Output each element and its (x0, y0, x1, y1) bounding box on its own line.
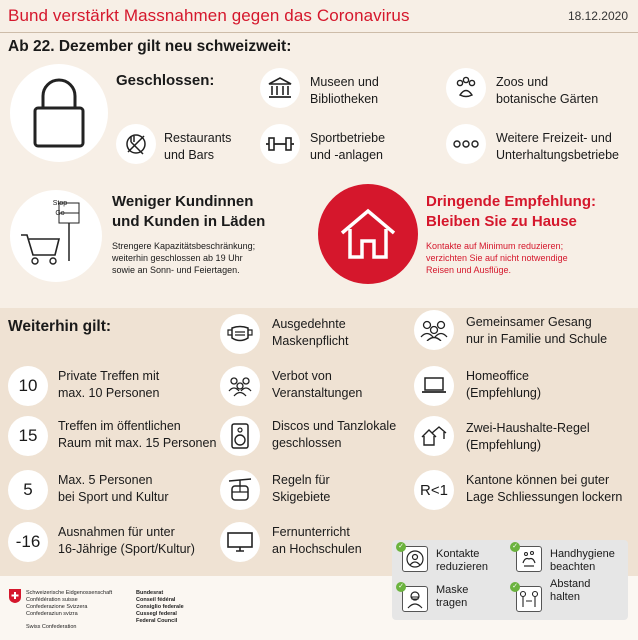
stay-home-title (426, 192, 596, 232)
rule-singing (466, 314, 607, 348)
council-en: Federal Council (136, 618, 178, 624)
rule-line2: beachten (550, 561, 596, 573)
confederation-names (26, 590, 112, 631)
council-de: Bundesrat (136, 590, 164, 596)
rule-private-meetings (58, 368, 159, 402)
laptop-icon (414, 366, 454, 406)
shops-description (112, 240, 255, 276)
choir-icon (414, 310, 454, 350)
rule-line1: Fernunterricht (272, 525, 350, 539)
shops-title-line2: und Kunden in Läden (112, 213, 266, 230)
sign-stop: Stop (52, 200, 68, 207)
closed-item-line2: und -anlagen (310, 148, 383, 162)
rule-line1: Abstand (550, 578, 591, 590)
padlock-icon (10, 64, 108, 162)
rule-line2: max. 10 Personen (58, 386, 160, 400)
reduce-contacts-icon (402, 546, 428, 572)
sign-go: Go (55, 210, 65, 217)
closed-item-line2: Unterhaltungsbetriebe (496, 148, 619, 162)
shops-desc-line2: weiterhin geschlossen ab 19 Uhr (112, 253, 243, 263)
shops-title (112, 192, 265, 232)
check-icon: ✓ (510, 582, 520, 592)
rule-line1: Treffen im öffentlichen (58, 419, 181, 433)
shops-title-line1: Weniger Kundinnen (112, 193, 254, 210)
closed-item-line1: Weitere Freizeit- und (496, 131, 612, 145)
rule-line2: Veranstaltungen (272, 386, 363, 400)
rule-events (272, 368, 362, 402)
hand-hygiene-icon (516, 546, 542, 572)
stay-home-title-line2: Bleiben Sie zu Hause (426, 213, 577, 230)
badge-10: 10 (8, 366, 48, 406)
rule-line2: Skigebiete (272, 490, 331, 504)
rule-reduce-contacts (436, 548, 488, 574)
rule-line2: reduzieren (436, 561, 488, 573)
home-icon (318, 184, 418, 284)
closed-item-line2: und Bars (164, 148, 215, 162)
badge-r-below-1: R<1 (414, 470, 454, 510)
speaker-icon (220, 416, 260, 456)
closed-item-line1: Museen und (310, 75, 379, 89)
rule-line1: Maske (436, 584, 469, 596)
rule-line2: an Hochschulen (272, 542, 362, 556)
closed-item-restaurants (164, 130, 231, 164)
rule-two-households (466, 420, 590, 454)
rule-line2: tragen (436, 597, 468, 609)
rule-wear-mask (436, 584, 468, 610)
closed-item-line2: botanische Gärten (496, 92, 599, 106)
rule-sport-culture (58, 472, 169, 506)
rule-cantons (466, 472, 622, 506)
council-it: Consiglio federale (136, 604, 184, 610)
rule-line2: halten (550, 591, 580, 603)
rule-keep-distance (550, 578, 590, 604)
rule-line2: nur in Familie und Schule (466, 332, 608, 346)
rule-line1: Private Treffen mit (58, 369, 160, 383)
mask-wear-icon (402, 586, 428, 612)
council-fr: Conseil fédéral (136, 597, 176, 603)
paw-icon (446, 68, 486, 108)
section2-heading: Weiterhin gilt: (8, 318, 112, 335)
rule-line1: Max. 5 Personen (58, 473, 153, 487)
rule-remote-learning (272, 524, 362, 558)
rule-line1: Discos und Tanzlokale (272, 419, 397, 433)
date-label: 18.12.2020 (567, 9, 628, 23)
cable-car-icon (220, 470, 260, 510)
rule-homeoffice (466, 368, 541, 402)
fed-fr: Confédération suisse (26, 597, 78, 603)
rule-hand-hygiene (550, 548, 615, 574)
fed-it: Confederazione Svizzera (26, 604, 88, 610)
rule-under-16 (58, 524, 195, 558)
rule-line1: Zwei-Haushalte-Regel (466, 421, 590, 435)
rule-line1: Ausnahmen für unter (58, 525, 175, 539)
badge-minus16: -16 (8, 522, 48, 562)
shops-desc-line1: Strengere Kapazitätsbeschränkung; (112, 241, 256, 251)
stay-home-description (426, 240, 568, 276)
dumbbell-icon (260, 124, 300, 164)
shops-desc-line3: sowie an Sonn- und Feiertagen. (112, 265, 240, 275)
rule-mask (272, 316, 348, 350)
fed-de: Schweizerische Eidgenossenschaft (26, 590, 113, 596)
section1-heading: Ab 22. Dezember gilt neu schweizweit: (8, 38, 292, 55)
rule-line2: Lage Schliessungen lockern (466, 490, 623, 504)
mask-icon (220, 314, 260, 354)
closed-item-museums (310, 74, 379, 108)
page-title: Bund verstärkt Massnahmen gegen das Coronavirus (8, 6, 410, 25)
badge-15: 15 (8, 416, 48, 456)
rule-line1: Handhygiene (550, 548, 615, 560)
restaurant-icon (116, 124, 156, 164)
rule-public-meetings (58, 418, 216, 452)
badge-5: 5 (8, 470, 48, 510)
stay-home-desc-line1: Kontakte auf Minimum reduzieren; (426, 241, 564, 251)
closed-item-line1: Sportbetriebe (310, 131, 386, 145)
closed-item-leisure (496, 130, 619, 164)
dots-icon (446, 124, 486, 164)
rule-discos (272, 418, 396, 452)
stay-home-desc-line3: Reisen und Ausflüge. (426, 265, 512, 275)
closed-label: Geschlossen: (116, 72, 215, 89)
federal-council-names (136, 590, 184, 625)
rule-line2: Raum mit max. 15 Personen (58, 436, 217, 450)
rule-line2: (Empfehlung) (466, 438, 542, 452)
closed-item-line2: Bibliotheken (310, 92, 379, 106)
rule-line1: Gemeinsamer Gesang (466, 315, 592, 329)
crowd-icon (220, 366, 260, 406)
rule-line1: Verbot von (272, 369, 332, 383)
rule-ski (272, 472, 330, 506)
stay-home-desc-line2: verzichten Sie auf nicht notwendige (426, 253, 568, 263)
museum-icon (260, 68, 300, 108)
fed-rm: Confederaziun svizra (26, 611, 78, 617)
divider (0, 32, 638, 33)
rule-line2: 16-Jährige (Sport/Kultur) (58, 542, 195, 556)
closed-item-zoos (496, 74, 598, 108)
rule-line1: Kontakte (436, 548, 480, 560)
distance-icon (516, 586, 542, 612)
swiss-shield-logo (8, 588, 22, 604)
rule-line2: (Empfehlung) (466, 386, 542, 400)
monitor-icon (220, 522, 260, 562)
check-icon: ✓ (396, 582, 406, 592)
rule-line1: Kantone können bei guter (466, 473, 610, 487)
houses-icon (414, 416, 454, 456)
rule-line2: geschlossen (272, 436, 342, 450)
rule-line1: Homeoffice (466, 369, 529, 383)
stay-home-title-line1: Dringende Empfehlung: (426, 193, 596, 210)
rule-line2: Maskenpflicht (272, 334, 349, 348)
closed-item-line1: Restaurants (164, 131, 232, 145)
fed-en: Swiss Confederation (26, 624, 77, 630)
council-rm: Cussegl federal (136, 611, 177, 617)
check-icon: ✓ (396, 542, 406, 552)
check-icon: ✓ (510, 542, 520, 552)
closed-item-sport (310, 130, 385, 164)
closed-item-line1: Zoos und (496, 75, 549, 89)
rule-line1: Regeln für (272, 473, 330, 487)
rule-line1: Ausgedehnte (272, 317, 346, 331)
rule-line2: bei Sport und Kultur (58, 490, 169, 504)
